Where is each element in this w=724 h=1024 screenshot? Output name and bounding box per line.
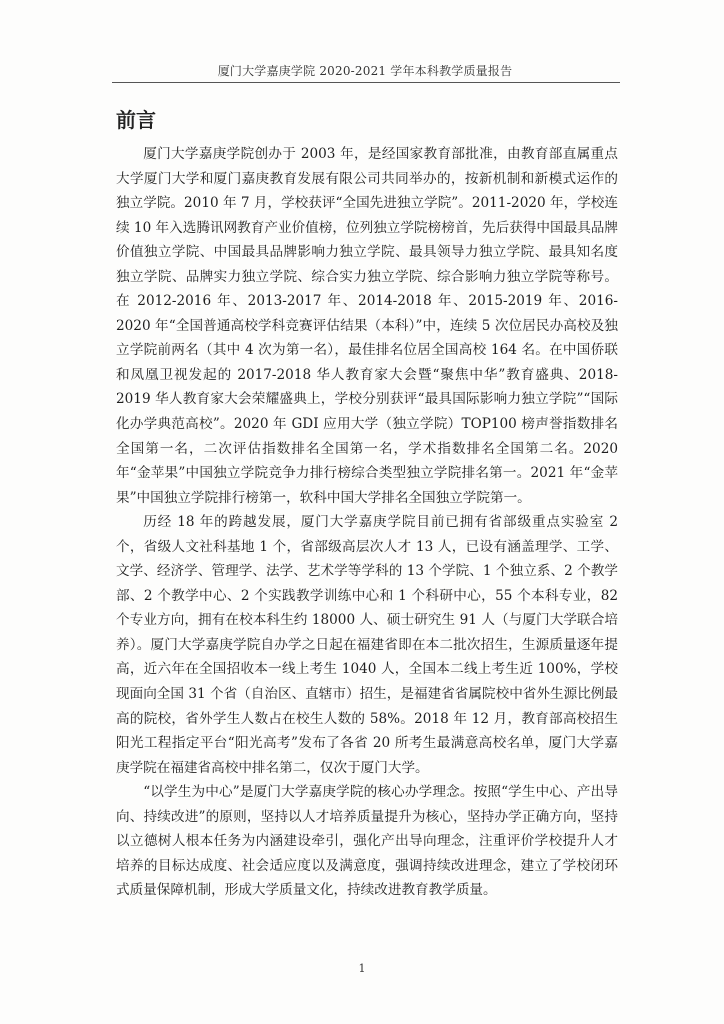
paragraph: 历经 18 年的跨越发展，厦门大学嘉庚学院目前已拥有省部级重点实验室 2 个，省级人文社科基地 1 个，省部级高层次人才 13 人，已设有涵盖理学、工学、文学、经济学、管理学、法学、艺术学等学科的 13 个学院、1 个独立系、2 个教学部、2 个教学中心、2 个实践教学训练中心和 1 个科研中心，55 个本科专业，82 个专业方向，拥有在校本科生约 18000 人、硕士研究生 91 人（与厦门大学联合培养）。厦门大学嘉庚学院自办学之日起在福建省即在本二批次招生，生源质量逐年提高，近六年在全国招收本一线上考生 1040 人，全国本二线上考生近 100%，学校现面向全国 31 个省（自治区、直辖市）招生，是福建省省属院校中省外生源比例最高的院校，省外学生人数占在校生人数的 58%。2018 年 12 月，教育部高校招生阳光工程指定平台“阳光高考”发布了各省 20 所考生最满意高校名单，厦门大学嘉庚学院在福建省高校中排名第二，仅次于厦门大学。	[116, 514, 618, 776]
paragraph: “以学生为中心”是厦门大学嘉庚学院的核心办学理念。按照“学生中心、产出导向、持续改进”的原则，坚持以人才培养质量提升为核心，坚持办学正确方向，坚持以立德树人根本任务为内涵建设牵引，强化产出导向理念，注重评价学校提升人才培养的目标达成度、社会适应度以及满意度，强调持续改进理念，建立了学校闭环式质量保障机制，形成大学质量文化，持续改进教育教学质量。	[116, 784, 618, 899]
section-title: 前言	[116, 108, 156, 132]
running-header: 厦门大学嘉庚学院 2020-2021 学年本科教学质量报告	[217, 64, 513, 78]
header-divider	[112, 82, 620, 83]
body-text	[116, 142, 618, 903]
paragraph: 厦门大学嘉庚学院创办于 2003 年，是经国家教育部批准，由教育部直属重点大学厦门大学和厦门嘉庚教育发展有限公司共同举办的，按新机制和新模式运作的独立学院。2010 年 7 月，学校获评“全国先进独立学院”。2011-2020 年，学校连续 10 年入选腾讯网教育产业价值榜，位列独立学院榜榜首，先后获得中国最具品牌价值独立学院、中国最具品牌影响力独立学院、最具领导力独立学院、最具知名度独立学院、品牌实力独立学院、综合实力独立学院、综合影响力独立学院等称号。在 2012-2016 年、2013-2017 年、2014-2018 年、2015-2019 年、2016-2020 年“全国普通高校学科竞赛评估结果（本科）”中，连续 5 次位居民办高校及独立学院前两名（其中 4 次为第一名），最佳排名位居全国高校 164 名。在中国侨联和凤凰卫视发起的 2017-2018 华人教育家大会暨“聚焦中华”教育盛典、2018-2019 华人教育家大会荣耀盛典上，学校分别获评“最具国际影响力独立学院”“国际化办学典范高校”。2020 年 GDI 应用大学（独立学院）TOP100 榜声誉指数排名全国第一名，二次评估指数排名全国第一名，学术指数排名全国第二名。2020 年“金苹果”中国独立学院竞争力排行榜综合类型独立学院排名第一。2021 年“金苹果”中国独立学院排行榜第一，软科中国大学排名全国独立学院第一。	[116, 146, 618, 506]
page-number: 1	[358, 962, 366, 975]
